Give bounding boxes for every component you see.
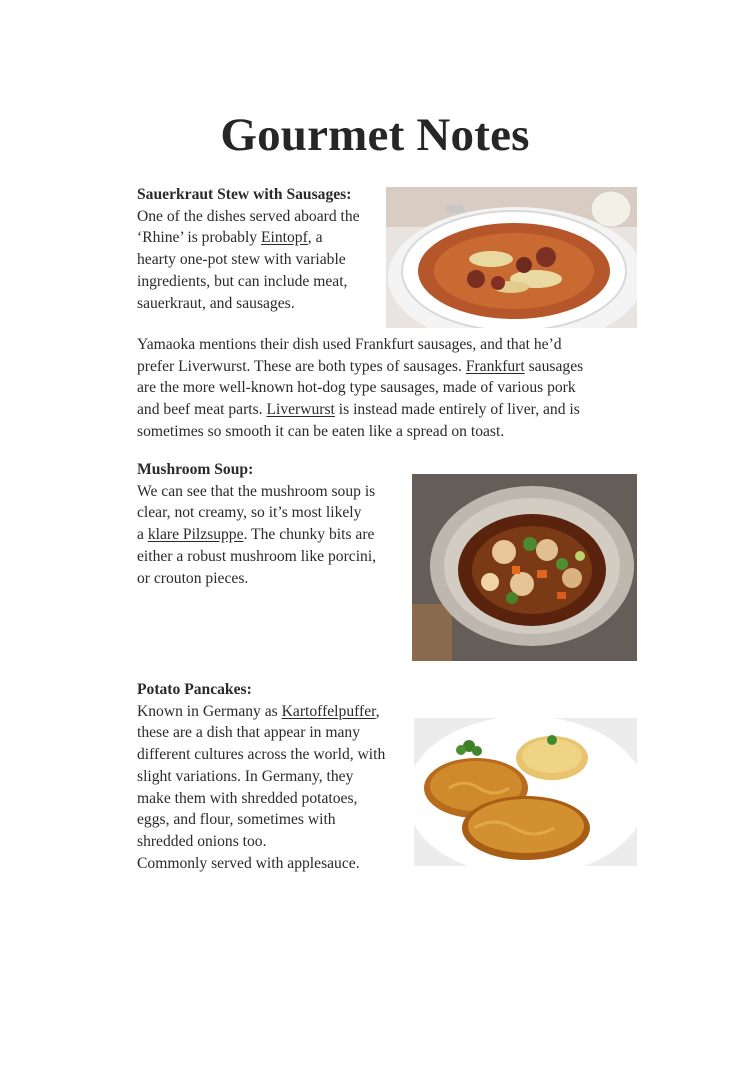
paragraph-line: Yamaoka mentions their dish used Frankfurt sausages, and that he’d bbox=[137, 336, 562, 353]
potato-line: slight variations. In Germany, they bbox=[137, 767, 354, 785]
page-title: Gourmet Notes bbox=[220, 109, 530, 161]
potato-line: shredded onions too. bbox=[137, 832, 267, 850]
potato-line: Known in Germany as Kartoffelpuffer, bbox=[137, 702, 380, 720]
stew-line: ‘Rhine’ is probably Eintopf, a bbox=[137, 229, 323, 247]
sausage-paragraph bbox=[137, 334, 637, 443]
mushroom-soup-photo bbox=[412, 474, 637, 661]
mushroom-line: We can see that the mushroom soup is bbox=[137, 482, 376, 500]
mushroom-line: either a robust mushroom like porcini, bbox=[137, 547, 377, 565]
mushroom-line: or crouton pieces. bbox=[137, 569, 249, 587]
mushroom-heading: Mushroom Soup: bbox=[137, 461, 254, 478]
stew-bowl-photo bbox=[386, 187, 637, 328]
paragraph-line: sometimes so smooth it can be eaten like a spread on toast. bbox=[137, 422, 505, 440]
mushroom-line: clear, not creamy, so it’s most likely bbox=[137, 504, 362, 522]
paragraph-line: are the more well-known hot-dog type sausages, made of various pork bbox=[137, 379, 576, 397]
potato-line: make them with shredded potatoes, bbox=[137, 789, 358, 807]
stew-heading: Sauerkraut Stew with Sausages: bbox=[137, 186, 352, 203]
potato-heading: Potato Pancakes: bbox=[137, 681, 252, 698]
mushroom-section bbox=[137, 459, 407, 589]
stew-line: ingredients, but can include meat, bbox=[137, 272, 348, 290]
liverwurst-link[interactable]: Liverwurst bbox=[266, 401, 335, 419]
eintopf-link[interactable]: Eintopf bbox=[261, 229, 308, 247]
stew-line: sauerkraut, and sausages. bbox=[137, 294, 295, 312]
potato-section bbox=[137, 679, 417, 874]
potato-line: these are a dish that appear in many bbox=[137, 724, 360, 742]
stew-section bbox=[137, 184, 387, 314]
mushroom-line: a klare Pilzsuppe. The chunky bits are bbox=[137, 526, 375, 544]
potato-line: eggs, and flour, sometimes with bbox=[137, 811, 336, 829]
potato-line: Commonly served with applesauce. bbox=[137, 854, 360, 872]
stew-line: One of the dishes served aboard the bbox=[137, 207, 360, 225]
kartoffelpuffer-link[interactable]: Kartoffelpuffer bbox=[281, 702, 376, 720]
potato-line: different cultures across the world, with bbox=[137, 746, 386, 764]
frankfurt-link[interactable]: Frankfurt bbox=[465, 357, 525, 375]
stew-line: hearty one-pot stew with variable bbox=[137, 251, 346, 269]
paragraph-line: prefer Liverwurst. These are both types of sausages. Frankfurt sausages bbox=[137, 357, 584, 375]
klare-pilzsuppe-link[interactable]: klare Pilzsuppe bbox=[147, 526, 244, 544]
paragraph-line: and beef meat parts. Liverwurst is instead made entirely of liver, and is bbox=[137, 401, 580, 419]
potato-pancakes-photo bbox=[414, 718, 637, 866]
